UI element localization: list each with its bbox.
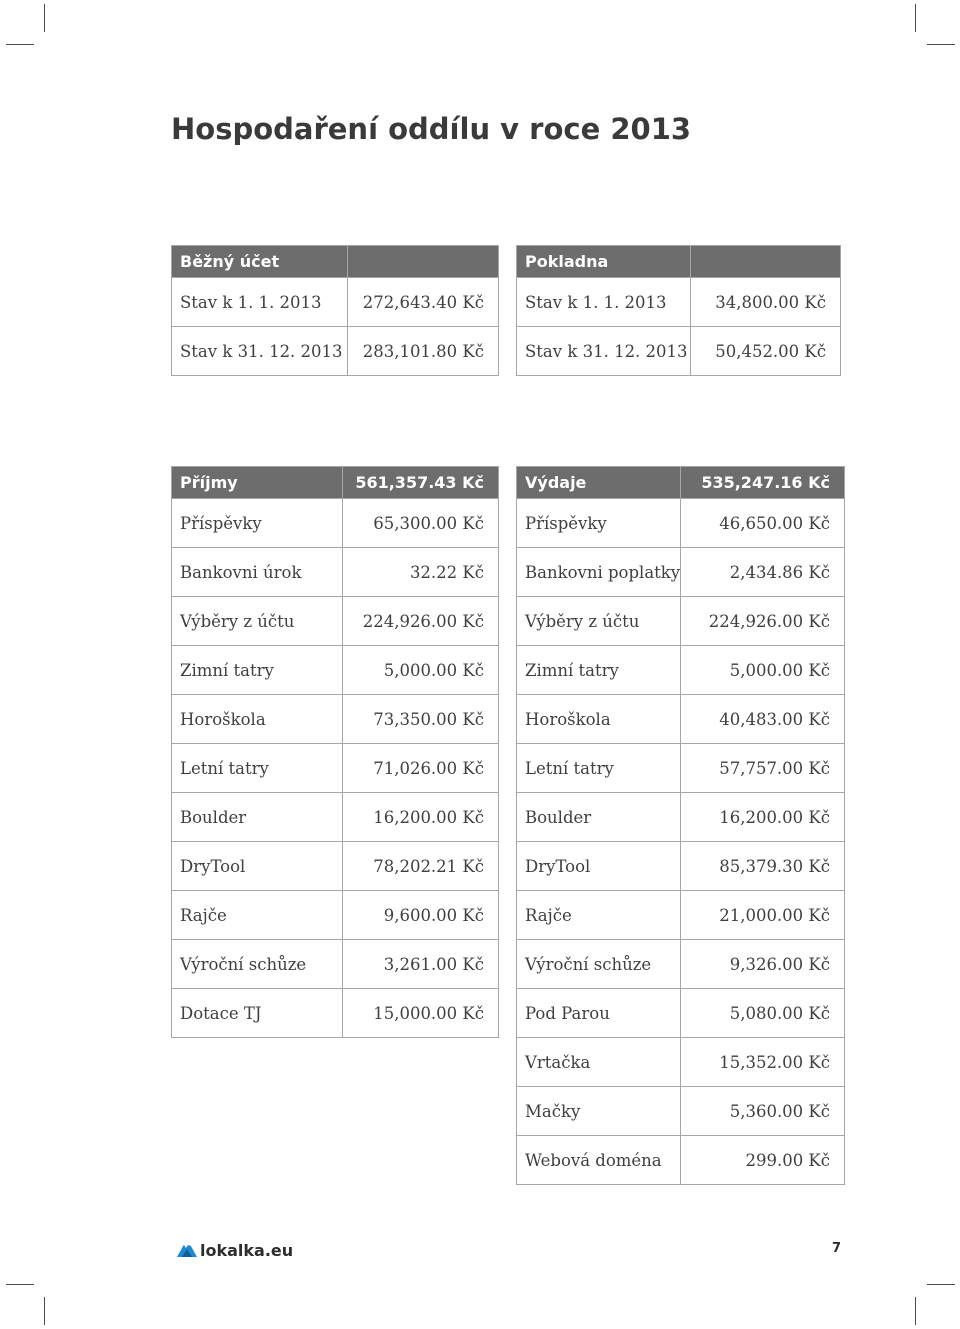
- table-row: [172, 499, 499, 548]
- table-header-total: 561,357.43 Kč: [343, 467, 499, 499]
- crop-mark: [44, 1297, 45, 1325]
- lokalka-logo[interactable]: [176, 1238, 293, 1262]
- row-label: Výběry z účtu: [517, 597, 681, 646]
- table-row: [517, 278, 841, 327]
- table-row: [172, 327, 499, 376]
- row-label: Stav k 31. 12. 2013: [517, 327, 691, 376]
- row-value: 40,483.00 Kč: [681, 695, 845, 744]
- row-label: Rajče: [172, 891, 343, 940]
- crop-mark: [915, 1297, 916, 1325]
- row-label: Webová doména: [517, 1136, 681, 1185]
- crop-mark: [6, 1284, 34, 1285]
- table-header-empty: [348, 246, 499, 278]
- table-row: [172, 597, 499, 646]
- row-value: 9,600.00 Kč: [343, 891, 499, 940]
- row-label: Horoškola: [172, 695, 343, 744]
- bezny-ucet-table: [171, 245, 499, 376]
- table-row: [517, 744, 845, 793]
- row-value: 272,643.40 Kč: [348, 278, 499, 327]
- table-row: [517, 499, 845, 548]
- table-row: [517, 695, 845, 744]
- table-header-empty: [691, 246, 841, 278]
- row-label: Pod Parou: [517, 989, 681, 1038]
- mountain-icon: [176, 1238, 198, 1262]
- logo-text: lokalka.eu: [200, 1240, 294, 1260]
- table-header-row: [172, 467, 499, 499]
- row-value: 71,026.00 Kč: [343, 744, 499, 793]
- table-header-label: Běžný účet: [172, 246, 348, 278]
- row-value: 16,200.00 Kč: [681, 793, 845, 842]
- row-value: 15,000.00 Kč: [343, 989, 499, 1038]
- table-header-row: [517, 467, 845, 499]
- row-value: 46,650.00 Kč: [681, 499, 845, 548]
- row-value: 21,000.00 Kč: [681, 891, 845, 940]
- table-row: [172, 940, 499, 989]
- row-label: Výroční schůze: [517, 940, 681, 989]
- row-label: Dotace TJ: [172, 989, 343, 1038]
- row-value: 224,926.00 Kč: [343, 597, 499, 646]
- table-row: [172, 646, 499, 695]
- table-row: [517, 842, 845, 891]
- row-value: 5,080.00 Kč: [681, 989, 845, 1038]
- prijmy-table: [171, 466, 499, 1038]
- table-row: [517, 548, 845, 597]
- table-row: [517, 1087, 845, 1136]
- row-value: 78,202.21 Kč: [343, 842, 499, 891]
- table-row: [517, 1136, 845, 1185]
- table-row: [517, 940, 845, 989]
- row-value: 65,300.00 Kč: [343, 499, 499, 548]
- table-header-row: [517, 246, 841, 278]
- table-row: [172, 695, 499, 744]
- row-value: 85,379.30 Kč: [681, 842, 845, 891]
- pokladna-table: [516, 245, 841, 376]
- table-row: [172, 278, 499, 327]
- page-title: Hospodaření oddílu v roce 2013: [171, 112, 692, 146]
- table-row: [517, 1038, 845, 1087]
- row-label: Mačky: [517, 1087, 681, 1136]
- row-label: Zimní tatry: [172, 646, 343, 695]
- row-label: Vrtačka: [517, 1038, 681, 1087]
- row-value: 5,360.00 Kč: [681, 1087, 845, 1136]
- row-label: Stav k 1. 1. 2013: [517, 278, 691, 327]
- row-label: DryTool: [172, 842, 343, 891]
- row-value: 283,101.80 Kč: [348, 327, 499, 376]
- vydaje-table: [516, 466, 845, 1185]
- table-row: [517, 327, 841, 376]
- row-value: 9,326.00 Kč: [681, 940, 845, 989]
- table-header-label: Výdaje: [517, 467, 681, 499]
- row-label: DryTool: [517, 842, 681, 891]
- row-value: 2,434.86 Kč: [681, 548, 845, 597]
- row-label: Letní tatry: [517, 744, 681, 793]
- row-label: Letní tatry: [172, 744, 343, 793]
- table-header-row: [172, 246, 499, 278]
- table-row: [517, 989, 845, 1038]
- row-value: 224,926.00 Kč: [681, 597, 845, 646]
- row-value: 50,452.00 Kč: [691, 327, 841, 376]
- table-row: [172, 793, 499, 842]
- table-row: [172, 548, 499, 597]
- row-value: 34,800.00 Kč: [691, 278, 841, 327]
- row-label: Bankovni poplatky: [517, 548, 681, 597]
- row-label: Výroční schůze: [172, 940, 343, 989]
- crop-mark: [927, 44, 955, 45]
- row-label: Boulder: [172, 793, 343, 842]
- row-label: Zimní tatry: [517, 646, 681, 695]
- row-label: Rajče: [517, 891, 681, 940]
- table-header-label: Příjmy: [172, 467, 343, 499]
- table-row: [172, 842, 499, 891]
- row-label: Stav k 1. 1. 2013: [172, 278, 348, 327]
- row-label: Výběry z účtu: [172, 597, 343, 646]
- page-number: 7: [832, 1241, 842, 1256]
- crop-mark: [44, 4, 45, 32]
- row-label: Příspěvky: [172, 499, 343, 548]
- table-row: [517, 597, 845, 646]
- table-row: [517, 646, 845, 695]
- row-value: 3,261.00 Kč: [343, 940, 499, 989]
- crop-mark: [6, 44, 34, 45]
- table-header-label: Pokladna: [517, 246, 691, 278]
- table-row: [172, 891, 499, 940]
- table-row: [517, 793, 845, 842]
- row-label: Boulder: [517, 793, 681, 842]
- row-value: 16,200.00 Kč: [343, 793, 499, 842]
- row-value: 5,000.00 Kč: [343, 646, 499, 695]
- row-value: 32.22 Kč: [343, 548, 499, 597]
- row-label: Příspěvky: [517, 499, 681, 548]
- row-value: 73,350.00 Kč: [343, 695, 499, 744]
- crop-mark: [915, 4, 916, 32]
- row-label: Horoškola: [517, 695, 681, 744]
- row-value: 5,000.00 Kč: [681, 646, 845, 695]
- row-value: 15,352.00 Kč: [681, 1038, 845, 1087]
- row-value: 57,757.00 Kč: [681, 744, 845, 793]
- row-label: Stav k 31. 12. 2013: [172, 327, 348, 376]
- row-label: Bankovni úrok: [172, 548, 343, 597]
- table-row: [517, 891, 845, 940]
- table-header-total: 535,247.16 Kč: [681, 467, 845, 499]
- crop-mark: [927, 1284, 955, 1285]
- table-row: [172, 744, 499, 793]
- table-row: [172, 989, 499, 1038]
- row-value: 299.00 Kč: [681, 1136, 845, 1185]
